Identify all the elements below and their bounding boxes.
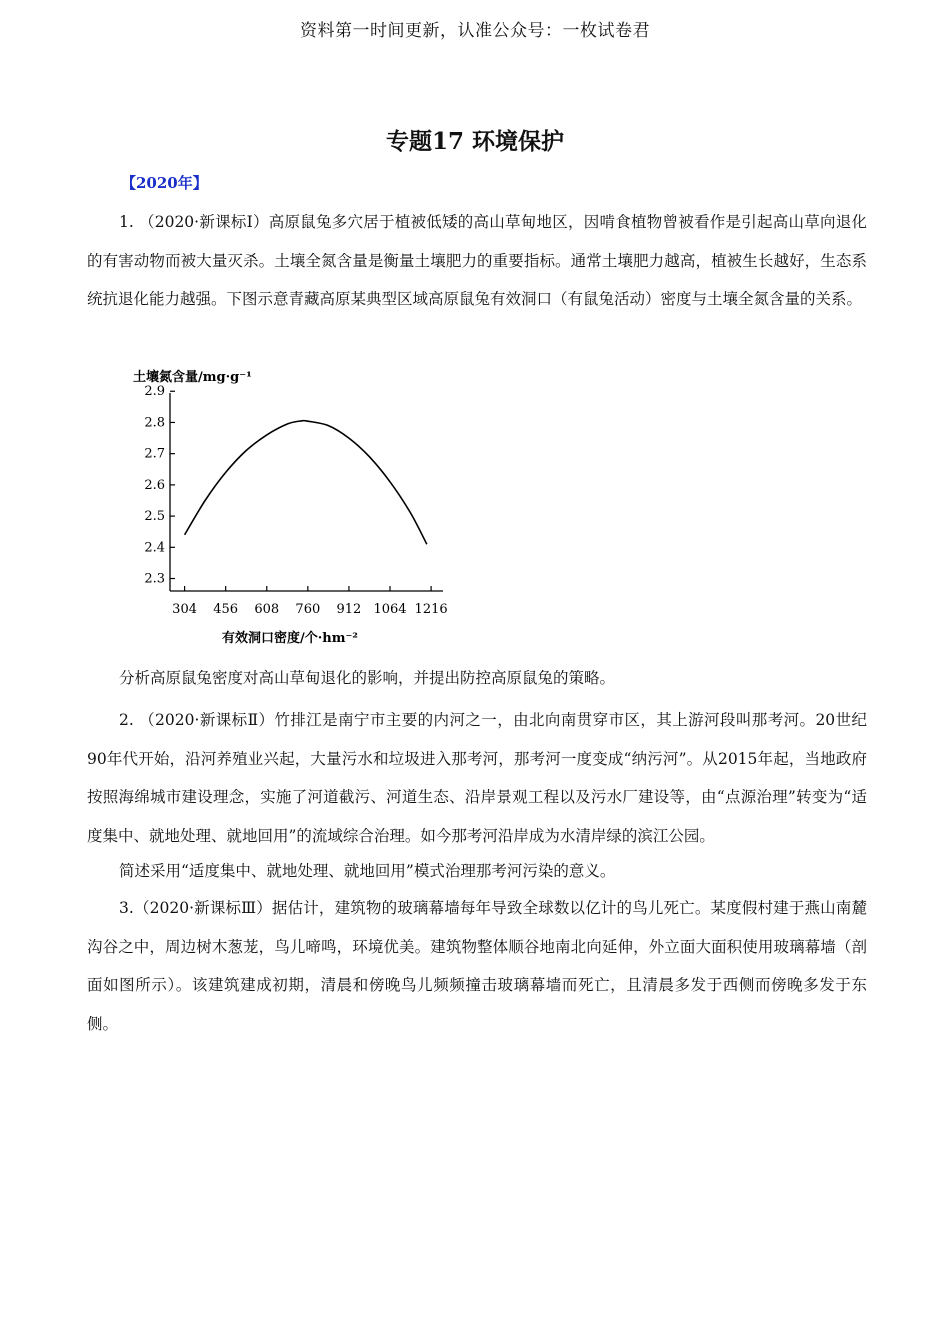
y-tick-label: 2.3 bbox=[144, 571, 165, 587]
y-tick-label: 2.8 bbox=[144, 415, 165, 431]
chart-series-line bbox=[185, 421, 427, 545]
question-1-prompt: 分析高原鼠兔密度对高山草甸退化的影响，并提出防控高原鼠兔的策略。 bbox=[119, 669, 616, 687]
question-1-text: 1. （2020·新课标Ⅰ）高原鼠兔多穴居于植被低矮的高山草甸地区，因啃食植物曾被看作是引起高山草向退化的有害动物而被大量灭杀。土壤全氮含量是衡量土壤肥力的重要指标。通常土壤肥力越高，植被生长越好，生态系统抗退化能力越强。下图示意青藏高原某典型区域高原鼠兔有效洞口（有鼠兔活动）密度与土壤全氮含量的关系。 bbox=[87, 213, 867, 308]
chart-ylabel: 土壤氮含量/mg·g⁻¹ bbox=[133, 370, 252, 385]
chart-svg bbox=[125, 365, 455, 650]
y-tick-label: 2.7 bbox=[144, 446, 165, 462]
chart-xlabel: 有效洞口密度/个·hm⁻² bbox=[221, 631, 359, 646]
y-tick-label: 2.6 bbox=[144, 477, 165, 493]
year-heading: 【2020年】 bbox=[121, 174, 208, 192]
question-2-text: 2. （2020·新课标Ⅱ）竹排江是南宁市主要的内河之一，由北向南贯穿市区，其上游河段叫那考河。20世纪90年代开始，沿河养殖业兴起，大量污水和垃圾进入那考河，那考河一度变成“纳污河”。从2015年起，当地政府按照海绵城市建设理念，实施了河道截污、河道生态、沿岸景观工程以及污水厂建设等，由“点源治理”转变为“适度集中、就地处理、就地回用”的流域综合治理。如今那考河沿岸成为水清岸绿的滨江公园。 bbox=[87, 711, 867, 845]
y-tick-label: 2.4 bbox=[144, 540, 165, 556]
nitrogen-chart bbox=[125, 365, 455, 650]
header-note: 资料第一时间更新，认准公众号：一枚试卷君 bbox=[300, 21, 650, 41]
x-tick-label: 760 bbox=[295, 602, 321, 617]
x-tick-label: 912 bbox=[336, 602, 362, 617]
x-tick-label: 608 bbox=[254, 602, 280, 617]
y-tick-label: 2.9 bbox=[144, 384, 165, 400]
x-tick-label: 304 bbox=[172, 602, 198, 617]
question-2-prompt: 简述采用“适度集中、就地处理、就地回用”模式治理那考河污染的意义。 bbox=[119, 862, 616, 880]
x-tick-label: 456 bbox=[213, 602, 239, 617]
page-title: 专题17 环境保护 bbox=[385, 128, 564, 155]
x-tick-label: 1216 bbox=[414, 602, 448, 617]
question-3-text: 3.（2020·新课标Ⅲ）据估计，建筑物的玻璃幕墙每年导致全球数以亿计的鸟儿死亡。某度假村建于燕山南麓沟谷之中，周边树木葱茏，鸟儿啼鸣，环境优美。建筑物整体顺谷地南北向延伸，外立面大面积使用玻璃幕墙（剖面如图所示）。该建筑建成初期，清晨和傍晚鸟儿频频撞击玻璃幕墙而死亡，且清晨多发于西侧而傍晚多发于东侧。 bbox=[87, 899, 867, 1033]
y-tick-label: 2.5 bbox=[144, 509, 165, 525]
x-tick-label: 1064 bbox=[373, 602, 407, 617]
